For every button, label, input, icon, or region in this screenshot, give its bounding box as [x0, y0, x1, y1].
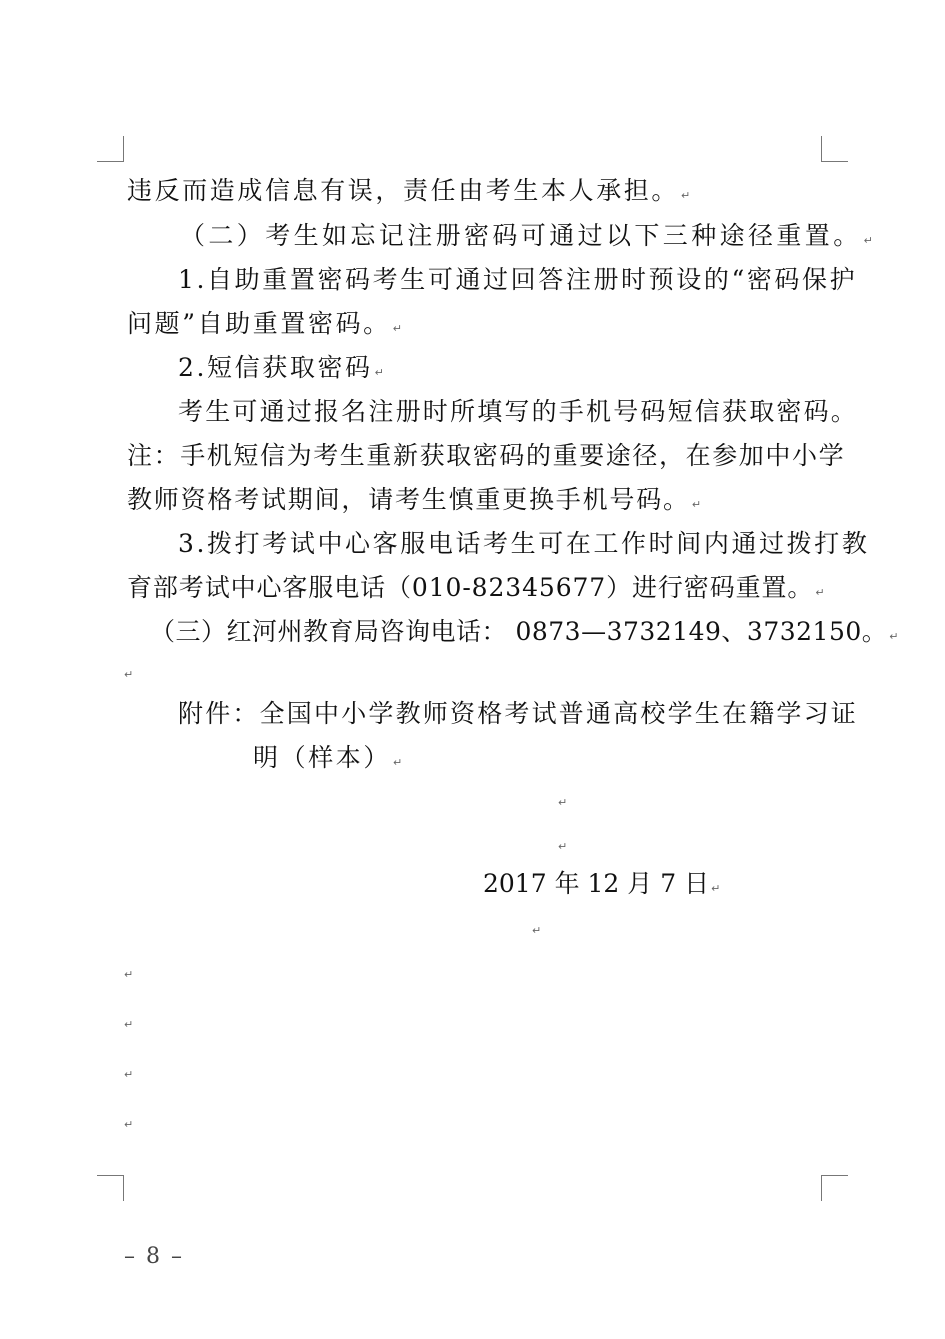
- empty-paragraph-mark: ↵: [532, 924, 542, 937]
- return-mark: ↵: [691, 498, 703, 511]
- crop-mark-bottom-left-h: [97, 1175, 123, 1176]
- line-text: 问题”自助重置密码。: [127, 309, 391, 338]
- text-line-9: [178, 528, 869, 560]
- line-text: 考生可通过报名注册时所填写的手机号码短信获取密码。: [178, 397, 859, 426]
- empty-paragraph-mark: ↵: [558, 840, 568, 853]
- line-text: 附件：全国中小学教师资格考试普通高校学生在籍学习证: [178, 699, 859, 728]
- text-line-5: [178, 352, 386, 389]
- return-mark: ↵: [889, 630, 899, 643]
- text-line-8: [127, 484, 703, 521]
- attachment-line-1: [178, 698, 858, 730]
- attachment-line-2: [253, 742, 405, 779]
- line-text: （三）红河州教育局咨询电话： 0873—3732149、3732150。: [150, 617, 888, 646]
- return-mark: ↵: [393, 756, 405, 769]
- document-date: [483, 868, 720, 905]
- page-number: – 8 –: [124, 1244, 184, 1269]
- text-line-10: [127, 572, 825, 609]
- return-mark: ↵: [863, 234, 877, 247]
- return-mark: ↵: [681, 189, 693, 202]
- empty-paragraph-mark: ↵: [558, 796, 568, 809]
- text-line-1: [127, 175, 693, 212]
- section-three-contact: [150, 616, 899, 653]
- empty-paragraph-mark: ↵: [124, 1118, 134, 1131]
- empty-paragraph-mark: ↵: [124, 668, 134, 681]
- line-text: 3.拨打考试中心客服电话考生可在工作时间内通过拨打教: [178, 529, 870, 558]
- crop-mark-top-left-v: [123, 136, 124, 162]
- crop-mark-bottom-right-v: [821, 1175, 822, 1201]
- crop-mark-bottom-right-h: [822, 1175, 848, 1176]
- crop-mark-top-right-h: [822, 161, 848, 162]
- line-text: 违反而造成信息有误，责任由考生本人承担。: [127, 176, 680, 205]
- crop-mark-top-left-h: [97, 161, 123, 162]
- line-text: 明（样本）: [253, 743, 392, 772]
- line-text: 2.短信获取密码: [178, 353, 373, 382]
- empty-paragraph-mark: ↵: [124, 1018, 134, 1031]
- text-line-3: [178, 264, 857, 296]
- line-text: 2017 年 12 月 7 日: [483, 869, 710, 898]
- line-text: 育部考试中心客服电话（010-82345677）进行密码重置。: [127, 573, 814, 602]
- text-line-4: [127, 308, 405, 345]
- empty-paragraph-mark: ↵: [124, 1068, 134, 1081]
- line-text: 教师资格考试期间，请考生慎重更换手机号码。: [127, 485, 690, 514]
- section-two-heading: [180, 220, 876, 257]
- crop-mark-bottom-left-v: [123, 1175, 124, 1201]
- text-line-6: [178, 396, 858, 428]
- line-text: 注：手机短信为考生重新获取密码的重要途径，在参加中小学: [127, 441, 846, 470]
- return-mark: ↵: [711, 882, 721, 895]
- line-text: （二）考生如忘记注册密码可通过以下三种途径重置。: [180, 221, 862, 250]
- return-mark: ↵: [374, 366, 387, 379]
- text-line-7: [127, 440, 845, 472]
- line-text: 1.自助重置密码考生可通过回答注册时预设的“密码保护: [178, 265, 858, 294]
- return-mark: ↵: [815, 586, 826, 599]
- crop-mark-top-right-v: [821, 136, 822, 162]
- empty-paragraph-mark: ↵: [124, 968, 134, 981]
- return-mark: ↵: [392, 322, 405, 335]
